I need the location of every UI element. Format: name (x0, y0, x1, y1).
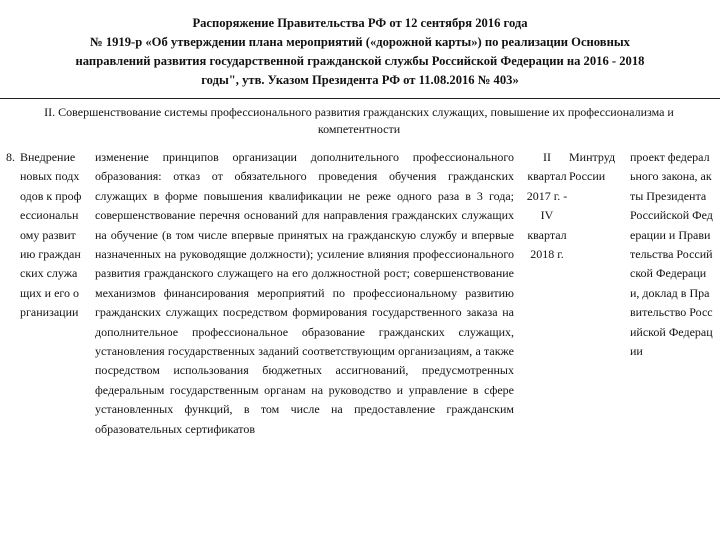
responsible-executor: Минтруд России (569, 150, 616, 184)
document-header (20, 14, 700, 90)
header-line-3: направлений развития государственной гражданской службы Российской Федерации на 2016 - 2018 (75, 54, 645, 68)
row-number: 8. (6, 150, 15, 164)
measure-name: Внедрение новых подходов к профессиональному развитию гражданских служащих и его организации (20, 150, 82, 320)
header-line-4: годы", утв. Указом Президента РФ от 11.08.2016 № 403» (201, 73, 519, 87)
implementation-term: II квартал 2017 г. - IV квартал 2018 г. (526, 150, 568, 262)
section-title: II. Совершенствование системы профессионального развития гражданских служащих, повышение их профессионализма и компетентности (44, 105, 674, 136)
expected-result: проект федерального закона, акты Президента Российской Федерации и Правительства Российской Федерации, доклад в Правительство Российской Федерации (630, 150, 713, 359)
header-line-2: № 1919-р «Об утверждении плана мероприятий («дорожной карты») по реализации Основных (90, 35, 630, 49)
measure-description: изменение принципов организации дополнительного профессионального образования: отказ от обязательного проведения обучения гражданских служащих в форме повышения квалификации не реже одного раза в 3 года; совершенствование перечня оснований для направления гражданских служащих на обучение (в том числе впервые принятых на гражданскую службу и впервые назначенных на руководящие должности); усиление влияния профессионального развития гражданского служащего на его должностной рост; совершенствование механизмов финансирования мероприятий по профессиональному развитию гражданских служащих посредством формирования государственного заказа на дополнительное профессиональное образование гражданских служащих, установления государственных заданий соответствующим организациям, а также посредством использования бюджетных ассигнований, предусмотренных федеральным государственным органам на руководство и управление в сфере установленных функций, в том числе на предоставление гражданским образовательных сертификатов (95, 150, 514, 436)
header-divider (0, 98, 720, 99)
header-line-1: Распоряжение Правительства РФ от 12 сентября 2016 года (192, 16, 528, 30)
